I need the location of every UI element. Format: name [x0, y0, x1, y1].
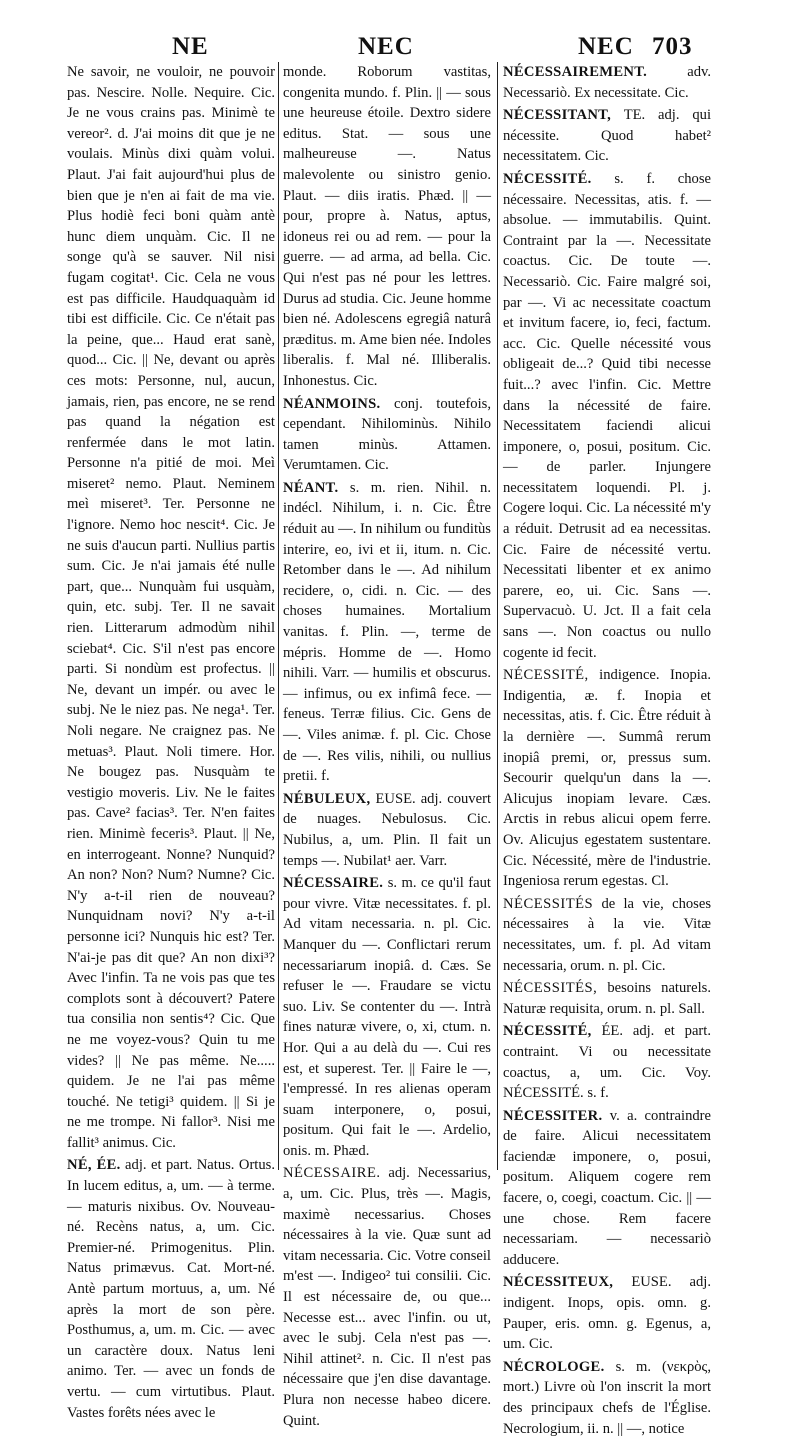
- entry-necessiteux: [503, 1272, 711, 1354]
- entry-text: conj. toutefois, cependant. Nihilominùs. Nihilo tamen minùs. Attamen. Verumtamen. Cic.: [283, 395, 491, 474]
- entry-necessiter: [503, 1106, 711, 1271]
- entry-necessaire-noun: [283, 873, 491, 1161]
- entry-headword: NÉ, ÉE.: [67, 1157, 121, 1174]
- entry-headword: NÉANT.: [283, 479, 339, 496]
- entry-headword: NÉCESSITER.: [503, 1107, 603, 1124]
- entry-text: Ne savoir, ne vouloir, ne pouvoir pas. Nescire. Nolle. Nequire. Cic. Je ne vous crains pas. Minimè te vereor². d. J'ai moins dit que je ne voulais. Minùs dixi quàm volui. Plaut. J'ai fait aujourd'hui plus de bien que je n'en ai fait de ma vie. Plus hodiè feci boni quàm antè hunc diem unquàm. Cic. Il ne songe qu'à se sauver. Nil nisi fugam cogitat¹. Cic. Cela ne vous est pas difficile. Haudquaquàm id tibi est difficile. Cic. Ce n'était pas la peine, que... Haud erat sanè, quod... Cic. || Ne, devant ou après ces mots: Personne, nul, aucun, jamais, rien, pas encore, ne se rend pas quand la négation est renfermée dans le mot latin. Personne n'a pitié de moi. Meì miseret² nemo. Plaut. Neminem meì miseret³. Ter. Personne ne l'ignore. Nemo hoc nescit⁴. Cic. Je ne suis d'aucun parti. Nullius partis sum. Cic. Je n'ai jamais été nulle part, que... Nunquàm fui usquàm, quin, etc. subj. Ter. Il ne savait rien. Litterarum admodùm nihil sciebat⁴. Cic. S'il n'est pas encore parti. Si nondùm est profectus. || Ne, devant un impér. ou avec le subj. Ne le niez pas. Ne nega¹. Ter. Noli negare. Ne craignez pas. Ne metuas³. Plaut. Noli timere. Hor. Ne bougez pas. Nusquàm te vestigio moveris. Liv. Ne le faites pas. Cave² facias³. Ter. N'en faites rien. Minimè feceris³. Plaut. || Ne, en interrogeant. Nonne? Nunquid? An non? Non? Num? Numne? Cic. N'y a-t-il rien de nouveau? Nunquidnam novi? N'y a-t-il personne ici? Nunquis hic est? Ter. N'ai-je pas dit que? An non dixi³? Avec l'infin. Ta ne vois pas que tes complots sont à découvert? Patere tua consilia non sentis⁴? Cic. Que ne me voyez-vous? Quin tu me vides? || Ne pas même. Ne..... quidem. Je ne l'ai pas même touché. Ne tetigi³ quidem. || Si je ne me trompe. Ni fallor³. Nisi me fallit³ animus. Cic.: [67, 64, 275, 1151]
- entry-necessite-adj: [503, 1021, 711, 1103]
- entry-neanmoins: [283, 394, 491, 476]
- entry-necessairement: [503, 62, 711, 103]
- entry-headword: NÉBULEUX,: [283, 790, 371, 807]
- page-number: 703: [652, 33, 693, 60]
- entry-nebuleux: [283, 789, 491, 871]
- entry-text: s. m. ce qu'il faut pour vivre. Vitæ necessitates. f. pl. Ad vitam necessaria. n. pl. Cic. Manquer du —. Conflictari rerum necessariarum inopiâ. d. Cæs. Se refuser le —. Fraudare se victu suo. Liv. Se contenter du —. Intrà fines naturæ vivere, o, xi, ctum. n. Hor. Qui a au delà du —. Cui res est, et superest. Ter. || Faire le —, l'empressé. In res alienas operam suam interponere, o, posui, positum. Qui fait le —. Ardelio, onis. m. Phæd.: [283, 875, 491, 1159]
- entry-headword: NÉCESSITÉS,: [503, 980, 598, 997]
- entry-text: EUSE. adj. couvert de nuages. Nebulosus. Cic. Nubilus, a, um. Plin. Il fait un temps —. Nubilat¹ aer. Varr.: [283, 790, 491, 869]
- column-divider-left: [278, 62, 279, 1170]
- entry-headword: NÉCESSAIRE.: [283, 875, 384, 892]
- entry-text: indigence. Inopia. Indigentia, æ. f. Inopia et necessitas, atis. f. Cic. Être réduit à la dernière —. Summâ rerum inopiâ premi, or, pressus sum. Secourir quelqu'un dans la —. Alicujus inopiam levare. Cæs. Arctis in rebus alicui opem ferre. Ov. Alicujus egestatem sustentare. Cic. Nécessité, mère de l'industrie. Ingeniosa rerum egestas. Cl.: [503, 667, 711, 890]
- entry-necessite-indigence: [503, 665, 711, 892]
- entry-headword: NÉCESSITÉ,: [503, 1023, 592, 1040]
- entry-text: adj. Necessarius, a, um. Cic. Plus, très —. Magis, maximè necessarius. Choses nécessaires à la vie. Quæ sunt ad vitam necessaria. Cic. Votre conseil m'est —. Indigeo² tui consilii. Cic. Il est nécessaire de, ou que... Necesse est... avec l'infin. ou ut, avec le subj. Cela n'est pas —. Nihil attinet². n. Cic. Il n'est pas nécessaire que j'en dise davantage. Plura non necesse habeo dicere. Quint.: [283, 1165, 491, 1429]
- entry-text: s. f. chose nécessaire. Necessitas, atis. f. — absolue. — immutabilis. Quint. Contraint par la —. Necessitate coactus. Cic. De toute —. Necessariò. Cic. Faire malgré soi, par —. Vi ac necessitate coactum et invitum facere, io, feci, factum. acc. Cic. Quelle nécessité vous obligeait de...? Quid tibi necesse fuit...? avec l'infin. Cic. Mettre dans la nécessité de faire. Necessitatem faciendi alicui imponere, o, posui, positum. Cic. — de parler. Injungere necessitatem loquendi. Pl. j. Cogere loqui. Cic. La nécessité m'y a réduit. Detrusit ad ea necessitas. Cic. Faire de nécessité vertu. Necessitati libenter et ex animo parere, eo, ui. Cic. Sans —. Supervacuò. U. Jct. Il a fait cela sans —. Non coactus ou nullo cogente id fecit.: [503, 170, 711, 661]
- entry-necessitant: [503, 105, 711, 167]
- entry-text: adv. Necessariò. Ex necessitate. Cic.: [503, 64, 711, 101]
- entry-necessite-noun: [503, 169, 711, 663]
- running-head-right: NEC: [578, 33, 634, 60]
- entry-text: EUSE. adj. indigent. Inops, opis. omn. g. Pauper, eris. omn. g. Egenus, a, um. Cic.: [503, 1274, 711, 1353]
- entry-ne-continued: [67, 62, 275, 1153]
- entry-headword: NÉANMOINS.: [283, 395, 381, 412]
- entry-necessaire-adj: [283, 1163, 491, 1431]
- entry-text: s. m. (νεκρὸς, mort.) Livre où l'on inscrit la mort des principaux chefs de l'Église. Necrologium, ii. n. || —, notice: [503, 1358, 711, 1437]
- running-head-middle: NEC: [358, 33, 414, 60]
- entry-text: de la vie, choses nécessaires à la vie. Vitæ necessitates, um. f. pl. Ad vitam necessaria, orum. n. pl. Cic.: [503, 895, 711, 974]
- entry-necessites-besoins: [503, 978, 711, 1019]
- entry-necessites-vie: [503, 894, 711, 976]
- entry-necrologe: [503, 1357, 711, 1439]
- entry-text: adj. et part. Natus. Ortus. In lucem editus, a, um. — à terme. — maturis nixibus. Ov. Nouveau-né. Recèns natus, a, um. Cic. Premier-né. Primogenitus. Plin. Natus primævus. Cat. Mort-né. Antè partum mortuus, a, um. Né après la mort de son père. Posthumus, a, um. m. Cic. — avec un caractère doux. Natus leni animo. Ter. — avec un fonds de vertu. — cum virtutibus. Plaut. Vastes forêts nées avec le: [67, 1157, 275, 1421]
- entry-headword: NÉCROLOGE.: [503, 1358, 605, 1375]
- entry-text: monde. Roborum vastitas, congenita mundo. f. Plin. || — sous une heureuse étoile. Dextro sidere editus. Stat. — sous une malheureuse —. Natus malevolente ou sinistro genio. Plaut. — diis iratis. Phæd. || — pour, propre à. Natus, aptus, idoneus rei ou ad rem. — pour la guerre. — ad arma, ad bella. Cic. Qui n'est pas né pour les lettres. Durus ad studia. Cic. Jeune homme bien né. Adolescens egregiâ naturâ præditus. m. Ame bien née. Indoles liberalis. f. Mal né. Illiberalis. Inhonestus. Cic.: [283, 64, 491, 389]
- entry-headword: NÉCESSITÉS: [503, 895, 594, 912]
- entry-headword: NÉCESSAIREMENT.: [503, 64, 648, 80]
- entry-headword: NÉCESSITÉ,: [503, 667, 589, 684]
- entry-headword: NÉCESSITÉ.: [503, 170, 592, 187]
- entry-headword: NÉCESSAIRE.: [283, 1165, 381, 1182]
- column-1: [67, 62, 275, 1421]
- entry-ne-ee-continued: [283, 62, 491, 392]
- entry-headword: NÉCESSITEUX,: [503, 1274, 614, 1291]
- running-head-left: NE: [172, 33, 209, 60]
- entry-text: s. m. rien. Nihil. n. indécl. Nihilum, i. n. Cic. Être réduit au —. In nihilum ou funditùs interire, eo, ivi et ii, itum. n. Cic. Retomber dans le —. Ad nihilum recidere, o, cidi. n. Cic. — des choses humaines. Mortalium vanitas. f. Plin. —, terme de mépris. Homme de —. Homo nihili. Varr. — humilis et obscurus. — infimus, ou ex infimâ fece. — feneus. Terræ filius. Cic. Gens de —. Viles animæ. f. pl. Cic. Chose de —. Res vilis, nihili, ou nullius pretii. f.: [283, 479, 491, 785]
- entry-text: v. a. contraindre de faire. Alicui necessitatem faciendæ imponere, o, posui, positum. Aliquem cogere rem facere, o, coegi, coactum. Cic. || — une chose. Rem facere necessariam. — necessariò adducere.: [503, 1107, 711, 1268]
- entry-ne-ee: [67, 1155, 275, 1423]
- column-divider-right: [497, 62, 498, 1170]
- entry-headword: NÉCESSITANT,: [503, 107, 612, 124]
- entry-text: besoins naturels. Naturæ requisita, orum. n. pl. Sall.: [503, 980, 711, 1017]
- column-3: [503, 62, 711, 1437]
- entry-text: TE. adj. qui nécessite. Quod habet² necessitatem. Cic.: [503, 107, 711, 165]
- entry-text: ÉE. adj. et part. contraint. Vi ou necessitate coactus, a, um. Cic. Voy. NÉCESSITÉ. s. f.: [503, 1023, 711, 1102]
- entry-neant: [283, 478, 491, 787]
- column-2: [283, 62, 491, 1429]
